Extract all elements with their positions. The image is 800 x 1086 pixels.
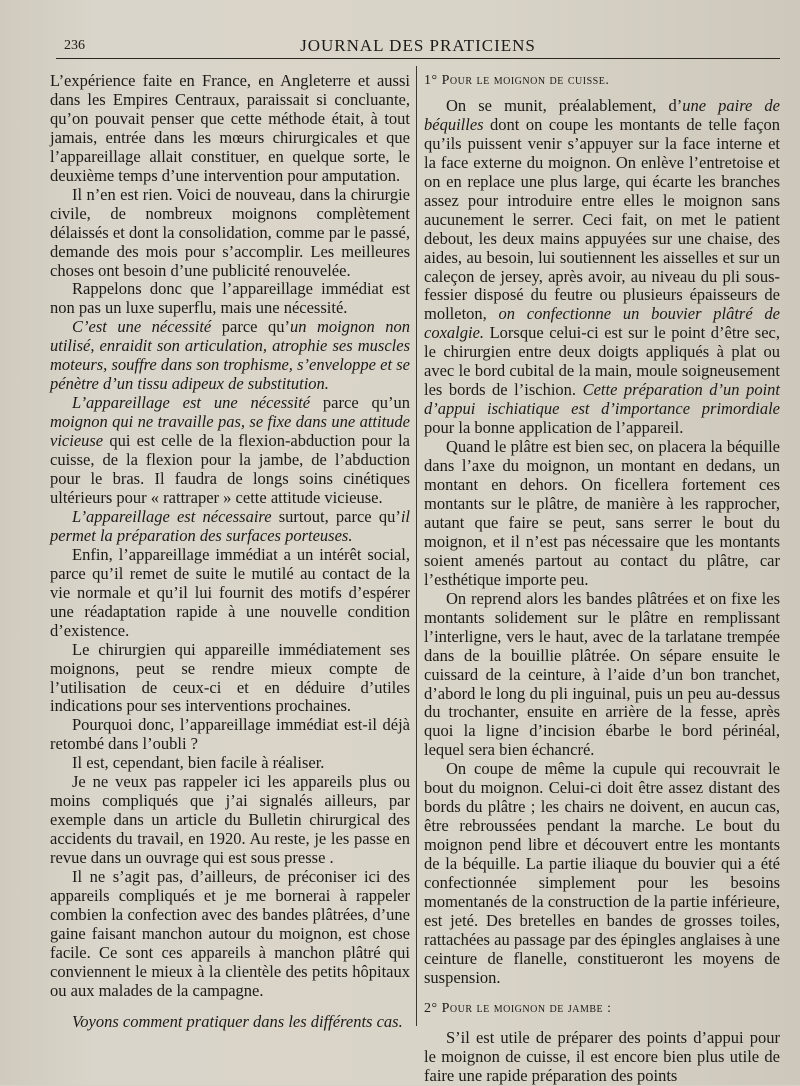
paragraph [50, 773, 410, 868]
text-run: Quand le plâtre est bien sec, on placera la béquille dans l’axe du moignon, un montant en dedans, un montant en dehors. On ficellera fortement ces montants sur le plâtre, de manière à les rapprocher, autant que faire se peut, sans serrer le bout du moignon, et il n’est pas nécessaire que les montants soient amenés partout au contact du plâtre, car l’esthétique importe peu. [424, 437, 780, 589]
text-run: L’expérience faite en France, en Angleterre et aussi dans les Empires Centraux, paraissait si concluante, qu’on pouvait penser que cette méthode était, à tout jamais, entrée dans les mœurs chirurgicales et que l’appareillage allait constituer, en quelque sorte, le deuxième temps d’une intervention pour amputation. [50, 71, 410, 185]
paragraph [424, 438, 780, 590]
text-run: Il n’en est rien. Voici de nouveau, dans la chirurgie civile, de nombreux moignons complètement délaissés et dont la consolidation, comme par le passé, demande des mois pour s’accomplir. Les meilleures choses ont besoin d’une publicité renouvelée. [50, 184, 410, 280]
paragraph [50, 318, 410, 394]
italic-text: Voyons comment pratiquer dans les différents cas. [72, 1011, 403, 1031]
left-column [50, 72, 410, 1032]
italic-text: L’appareillage est une nécessité [72, 393, 311, 413]
right-column [424, 72, 780, 1086]
paragraph [424, 1029, 780, 1086]
running-title: JOURNAL DES PRATICIENS [300, 36, 536, 55]
section-heading-leg [424, 1000, 780, 1019]
text-run: Lorsque celui-ci est sur le point d’être sec, le chirurgien entre deux doigts appliqués à plat ou avec le bord cubital de la main, moule soigneusement les bords de l’ischion. [424, 323, 780, 400]
text-run: On reprend alors les bandes plâtrées et on fixe les montants solidement sur le plâtre en remplissant l’interligne, vers le haut, avec de la tarlatane trempée dans de la bouillie plâtrée. On sépare ensuite le cuissard de la ceinture, à l’aide d’un bon tranchet, d’abord le long du pli inguinal, puis un peu au-dessus du trochanter, ensuite en arrière de la fesse, après quoi la ligne d’incision ébarbe le bord périnéal, lequel sera bien échancré. [424, 588, 780, 760]
text-run: pour la bonne application de l’appareil. [424, 418, 684, 438]
paragraph [50, 754, 410, 773]
paragraph [50, 641, 410, 717]
paragraph [50, 868, 410, 1001]
text-run: S’il est utile de préparer des points d’appui pour le moignon de cuisse, il est encore bien plus utile de faire une rapide préparation des points [424, 1027, 780, 1085]
italic-text: on confectionne un bouvier plâtré de coxalgie. [424, 304, 780, 343]
text-run: Le chirurgien qui appareille immédiatement ses moignons, peut se rendre mieux compte de l’utilisation de ceux-ci et en déduire d’utiles indications pour ses interventions prochaines. [50, 639, 410, 716]
paragraph [424, 760, 780, 987]
text-run: Enfin, l’appareillage immédiat a un intérêt social, parce qu’il remet de suite le mutilé au contact de la vie normale et qu’il lui fournit des motifs d’espérer une réadaptation rapide à une nouvelle condition d’existence. [50, 544, 410, 640]
section-heading-number: 2° [424, 1000, 438, 1016]
paragraph [424, 590, 780, 761]
section-body-thigh [424, 97, 780, 988]
paragraph [50, 508, 410, 546]
paragraph [50, 716, 410, 754]
section-heading-thigh [424, 72, 780, 91]
section-heading-number: 1° [424, 73, 438, 88]
paragraph [50, 546, 410, 641]
italic-text: il permet la préparation des surfaces porteuses. [50, 506, 410, 545]
italic-text: L’appareillage est nécessaire [72, 506, 272, 526]
italic-text: moignon qui ne travaille pas, se fixe dans une attitude vicieuse [50, 412, 410, 451]
text-run: surtout, parce qu’ [271, 506, 401, 526]
italic-text: Cette préparation d’un point d’appui ischiatique est d’importance primordiale [424, 380, 780, 419]
italic-text: un moignon non utilisé, enraidit son articulation, atrophie ses muscles moteurs, souffre dans son trophisme, s’enveloppe et se pénètre d’un tissu adipeux de substitution. [50, 317, 410, 394]
text-run: On se munit, préalablement, d’ [446, 95, 683, 115]
text-run: qui est celle de la flexion-abduction pour la cuisse, de la flexion pour la jambe, de l’abduction pour le bras. Il faudra de longs soins cinétiques ultérieurs pour « rattraper » cette attitude vicieuse. [50, 431, 410, 507]
page-number: 236 [64, 38, 85, 53]
text-run: Il ne s’agit pas, d’ailleurs, de préconiser ici des appareils compliqués et je me bornerai à rappeler combien la confection avec des bandes plâtrées, d’une gaine faisant manchon autour du moignon, est chose facile. Ce sont ces appareils à manchon plâtré qui conviennent le mieux à la clientèle des petits hôpitaux ou aux malades de la campagne. [50, 867, 410, 1000]
text-run: dont on coupe les montants de telle façon qu’ils puissent venir s’appuyer sur la face interne et la face externe du moignon. On enlève l’entretoise et on en replace une plus large, qui écarte les branches assez pour introduire entre elles le moignon sans aucunement le serrer. Ceci fait, on met le patient debout, les deux mains appuyées sur une chaise, des aides, au besoin, lui soutiennent les aisselles et sur un caleçon de jersey, après avoir, au niveau du pli sous-fessier disposé du feutre ou plusieurs épaisseurs de molleton, [424, 114, 780, 324]
section-heading-text: Pour le moignon de cuisse. [441, 73, 610, 88]
paragraph [50, 72, 410, 186]
italic-text: une paire de béquilles [424, 95, 780, 134]
page-header [56, 36, 780, 60]
text-run: On coupe de même la cupule qui recouvrait le bout du moignon. Celui-ci doit être assez distant des bords du plâtre ; les chairs ne doivent, en aucun cas, être rebroussées pendant la marche. Le bout du moignon pend libre et découvert entre les montants de la béquille. La partie iliaque du bouvier qui a été confectionnée simplement pour les besoins momentanés de la construction de la partie inférieure, est jeté. Des bretelles en bandes de grosses toiles, rattachées au passage par des épingles anglaises à une ceinture de flanelle, constitueront les moyens de suspension. [424, 759, 780, 987]
text-run: Rappelons donc que l’appareillage immédiat est non pas un luxe superflu, mais une nécessité. [50, 279, 410, 318]
text-run: Il est, cependant, bien facile à réaliser. [72, 753, 325, 773]
text-run: Pourquoi donc, l’appareillage immédiat est-il déjà retombé dans l’oubli ? [50, 715, 410, 754]
text-run: Je ne veux pas rappeler ici les appareils plus ou moins compliqués que j’ai signalés ailleurs, par exemple dans un article du Bulletin chirurgical des accidents du travail, en 1920. Au reste, je les passe en revue dans un ouvrage qui est sous presse . [50, 772, 410, 868]
text-run: parce qu’ [211, 317, 290, 337]
header-rule [56, 58, 780, 59]
italic-text: C’est une nécessité [72, 317, 212, 337]
paragraph [50, 186, 410, 281]
section-heading-text: Pour le moignon de jambe : [441, 1000, 612, 1016]
paragraph [424, 97, 780, 438]
paragraph [50, 1013, 410, 1032]
text-run: parce qu’un [310, 393, 410, 413]
section-body-leg [424, 1029, 780, 1086]
paragraph [50, 394, 410, 508]
paragraph [50, 280, 410, 318]
column-divider [416, 66, 417, 1026]
